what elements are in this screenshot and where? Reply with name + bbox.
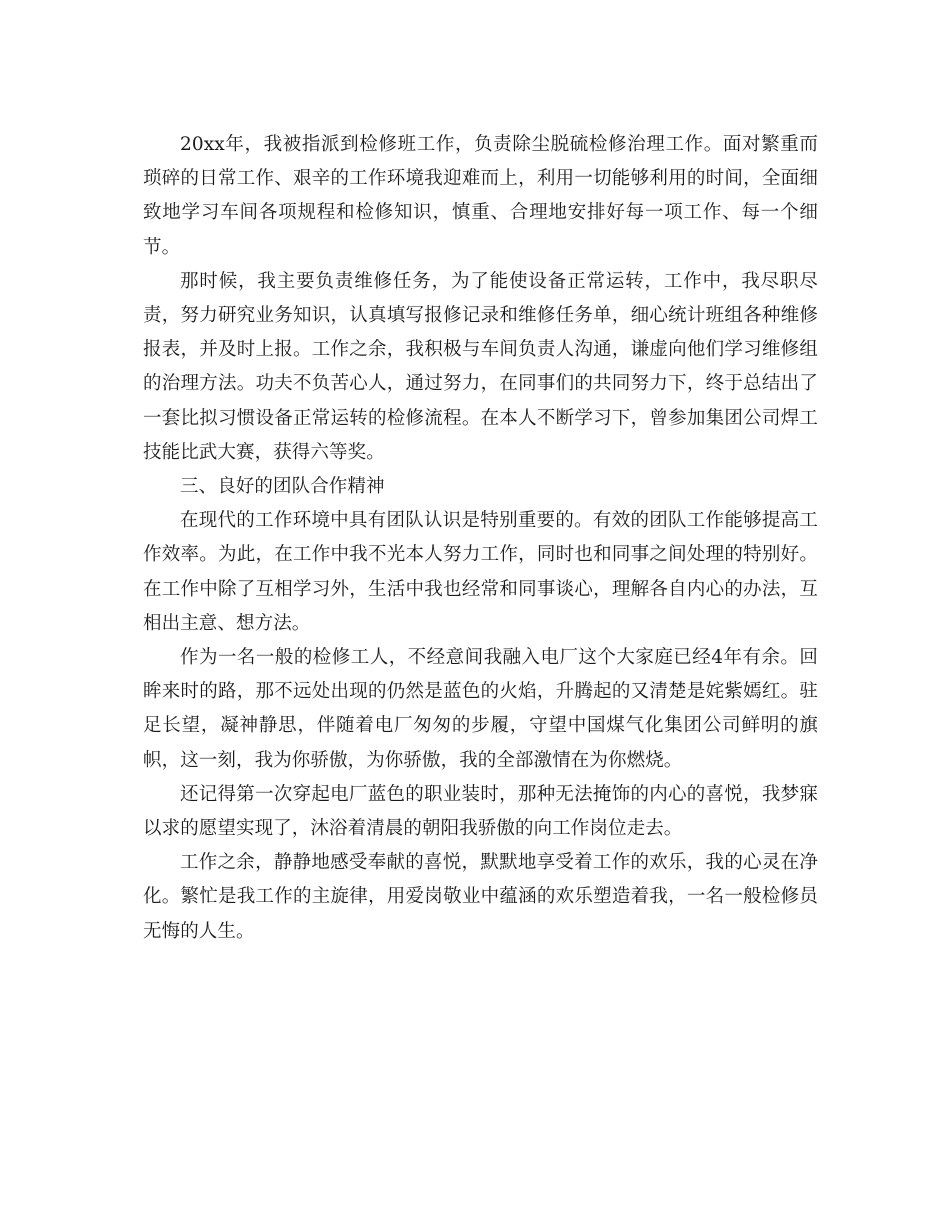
paragraph-teamwork: 在现代的工作环境中具有团队认识是特别重要的。有效的团队工作能够提高工作效率。为此，在工作中我不光本人努力工作，同时也和同事之间处理的特别好。在工作中除了互相学习外，生活中我也经常和同事谈心，理解各自内心的办法，互相出主意、想方法。 <box>143 510 818 634</box>
paragraph-first-uniform: 还记得第一次穿起电厂蓝色的职业装时，那种无法掩饰的内心的喜悦，我梦寐以求的愿望实现了，沐浴着清晨的朝阳我骄傲的向工作岗位走去。 <box>143 783 818 840</box>
document-body <box>143 128 818 949</box>
paragraph-closing: 工作之余，静静地感受奉献的喜悦，默默地享受着工作的欢乐，我的心灵在净化。繁忙是我工作的主旋律，用爱岗敬业中蕴涵的欢乐塑造着我，一名一般检修员无悔的人生。 <box>143 852 818 942</box>
section-heading-teamwork: 三、良好的团队合作精神 <box>180 476 385 498</box>
paragraph-repair-duties: 那时候，我主要负责维修任务，为了能使设备正常运转，工作中，我尽职尽责，努力研究业务知识，认真填写报修记录和维修任务单，细心统计班组各种维修报表，并及时上报。工作之余，我积极与车间负责人沟通，谦虚向他们学习维修组的治理方法。功夫不负苦心人，通过努力，在同事们的共同努力下，终于总结出了一套比拟习惯设备正常运转的检修流程。在本人不断学习下，曾参加集团公司焊工技能比武大赛，获得六等奖。 <box>143 270 818 463</box>
paragraph-maintenance-assignment: 20xx年，我被指派到检修班工作，负责除尘脱硫检修治理工作。面对繁重而琐碎的日常工作、艰辛的工作环境我迎难而上，利用一切能够利用的时间，全面细致地学习车间各项规程和检修知识，慎重、合理地安排好每一项工作、每一个细节。 <box>143 134 818 258</box>
paragraph-reflection: 作为一名一般的检修工人，不经意间我融入电厂这个大家庭已经4年有余。回眸来时的路，那不远处出现的仍然是蓝色的火焰，升腾起的又清楚是姹紫嫣红。驻足长望，凝神静思，伴随着电厂匆匆的步履，守望中国煤气化集团公司鲜明的旗帜，这一刻，我为你骄傲，为你骄傲，我的全部激情在为你燃烧。 <box>143 647 818 771</box>
